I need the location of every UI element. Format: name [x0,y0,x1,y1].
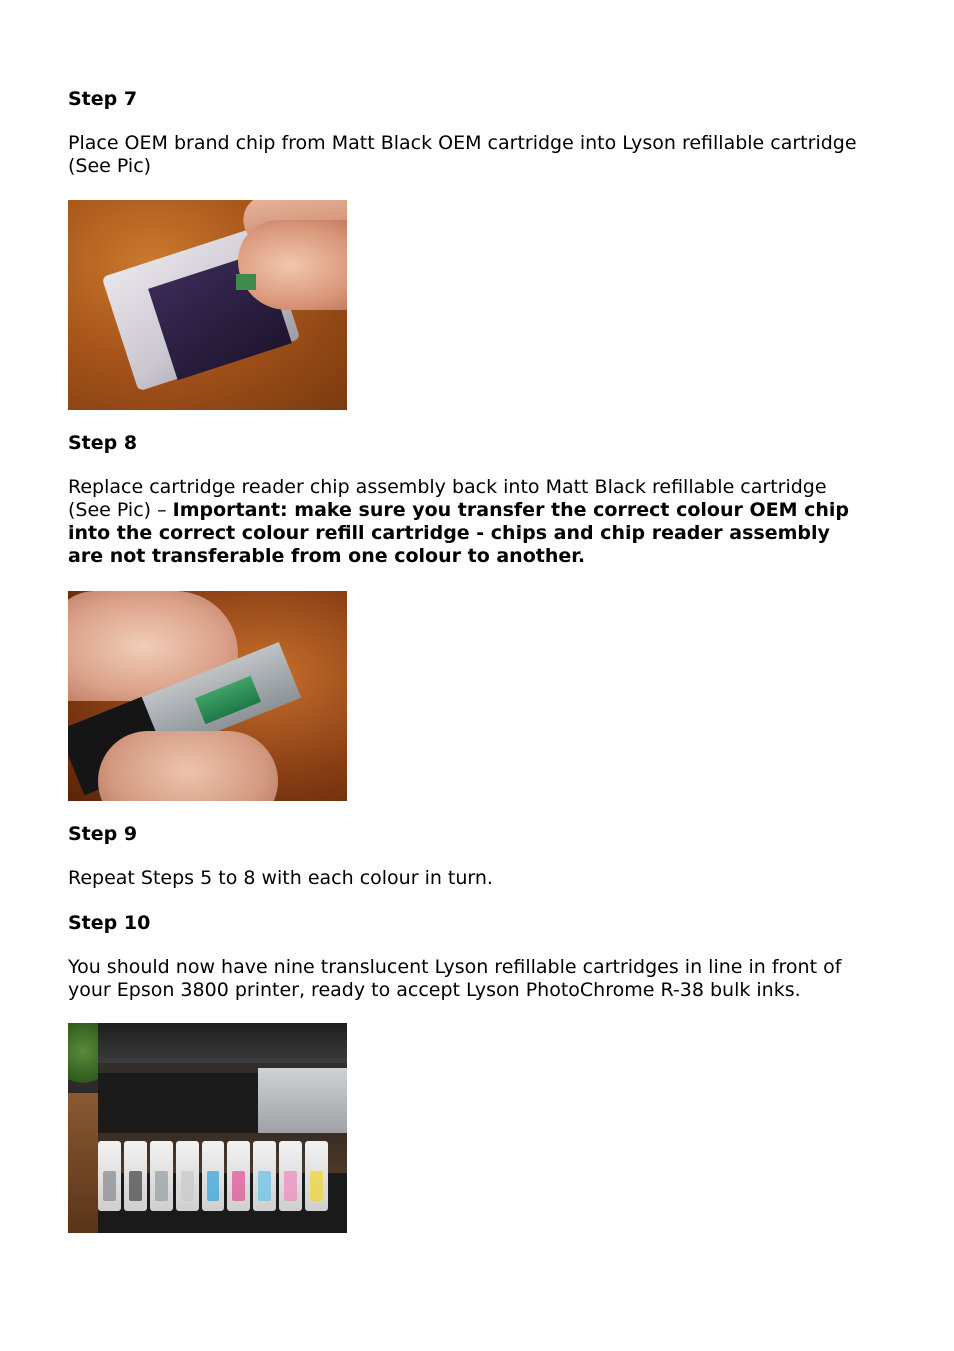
photo-cartridge [305,1141,328,1211]
step-8-heading: Step 8 [68,432,138,454]
document-page [68,88,898,1233]
step-10-text: You should now have nine translucent Lyson refillable cartridges in line in front of your Epson 3800 printer, ready to accept Lyson PhotoChrome R-38 bulk inks. [68,956,842,1001]
step-10-heading: Step 10 [68,912,151,934]
step-8-text [68,476,858,568]
step-7-photo [68,200,347,410]
step-9-text: Repeat Steps 5 to 8 with each colour in turn. [68,867,493,889]
photo-cartridge [150,1141,173,1211]
photo-cartridge [279,1141,302,1211]
photo-cartridge [227,1141,250,1211]
photo-cartridge [253,1141,276,1211]
photo-cartridge [124,1141,147,1211]
step-8-plain-text: Replace cartridge reader chip assembly back into Matt Black refillable cartridge (See Pic) – [68,476,827,521]
step-8-important-text: Important: make sure you transfer the correct colour OEM chip into the correct colour refill cartridge - chips and chip reader assembly are not transferable from one colour to another. [68,499,850,567]
step-7-text: Place OEM brand chip from Matt Black OEM cartridge into Lyson refillable cartridge (See Pic) [68,132,857,177]
cartridge-row [98,1141,328,1211]
step-8-photo [68,591,347,801]
step-10-photo [68,1023,347,1233]
photo-cartridge [202,1141,225,1211]
photo-cartridge [176,1141,199,1211]
photo-cartridge [98,1141,121,1211]
step-9-heading: Step 9 [68,823,138,845]
step-7-heading: Step 7 [68,88,138,110]
